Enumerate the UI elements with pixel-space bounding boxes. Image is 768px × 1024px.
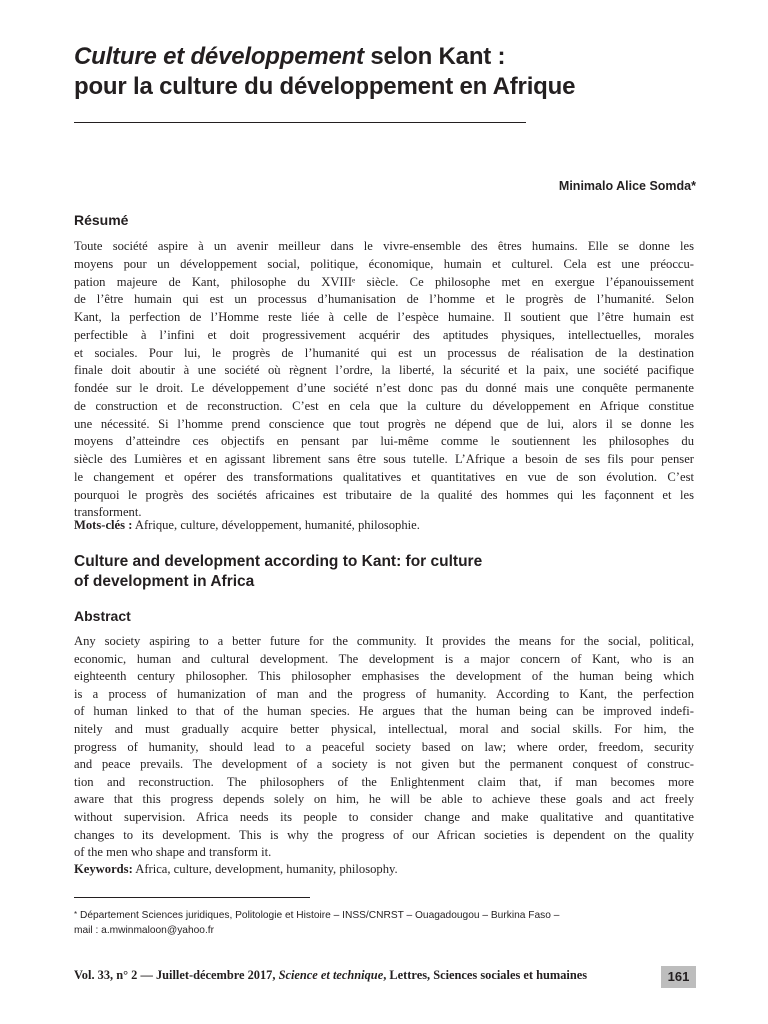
resume-line: fondée sur le droit. Le développement d’une société n’est donc pas du donné mais une conquête permanente [74,381,694,395]
title-rest: selon Kant : [363,43,506,70]
keywords-label: Keywords: [74,862,133,876]
footnote-affiliation: Département Sciences juridiques, Politologie et Histoire – INSS/CNRST – Ouagadougou – Burkina Faso – [77,910,560,921]
title-en-line-1: Culture and development according to Kant: for culture [74,553,483,570]
abstract-line: of human linked to that of the human species. He argues that the human being can be improved indefi- [74,704,694,719]
abstract-line: eighteenth century philosopher. This philosopher emphasises the development of the human being which [74,669,694,684]
resume-body [74,238,694,522]
resume-line: et sociales. Pour lui, le progrès de l’humanité qui est un processus de réalisation de la destination [74,345,694,360]
abstract-line: changes to its development. This is why the progress of our African societies is dependent on the quality [74,827,694,842]
abstract-heading: Abstract [74,608,131,624]
title-en-line-2: of development in Africa [74,573,255,590]
page-footer [74,968,587,983]
footnote [74,908,694,938]
article-title-en [74,552,694,592]
abstract-line: aware that this progress depends solely on him, he will be able to achieve these goals and act freely [74,792,694,807]
resume-line: Kant, la perfection de l’Homme reste liée à celle de l’espèce humaine. Il soutient que l’être humain est [74,310,694,324]
mots-cles [74,518,420,533]
resume-line: de construction et de reconstruction. C’est en cela que la culture du développement en Afrique constitue [74,398,694,413]
resume-line: Toute société aspire à un avenir meilleur dans le vivre-ensemble des êtres humains. Elle se donne les [74,239,694,253]
footnote-rule [74,897,310,898]
abstract-line: of the men who shape and transform it. [74,845,272,860]
resume-line: le changement et opérer des transformations qualitatives et quantitatives en vue de son évolution. C’est [74,469,694,484]
resume-line: transforment. [74,505,142,520]
title-line-1 [74,42,714,72]
article-title-fr [74,42,714,102]
mots-cles-label: Mots-clés : [74,518,133,532]
abstract-line: and peace prevails. The development of a society is not given but the permanent conquest of construc- [74,757,694,772]
resume-line: perfectible à l’infini et doit progressivement acquérir des aptitudes physiques, intellectuelles, morales [74,327,694,342]
resume-line: moyens d’atteindre ces objectifs en pensant par lui-même comme le soutiennent les philosophes du [74,434,694,449]
footer-journal: Science et technique [278,968,384,982]
abstract-line: Any society aspiring to a better future for the community. It provides the means for the social, political, [74,634,694,648]
keywords [74,862,398,877]
resume-line: moyens pour un développement social, politique, économique, humain et culturel. Cela est une préoccu- [74,256,694,271]
abstract-line: tion and reconstruction. The philosophers of the Enlightenment claim that, if man becomes more [74,774,694,789]
footer-volume: Vol. 33, n° 2 — Juillet-décembre 2017, [74,968,279,982]
page-number: 161 [661,966,696,988]
resume-heading: Résumé [74,212,129,228]
resume-line: finale doit aboutir à une société où règnent l’ordre, la liberté, la sécurité et la paix, une société pacifique [74,363,694,378]
resume-line: une nécessité. Si l’homme prend conscience que tout progrès ne dépend que de lui, alors il se donne les [74,416,694,431]
author-name: Minimalo Alice Somda* [558,179,696,193]
resume-line: pourquoi le progrès des sociétés africaines est tributaire de la qualité des hommes qui les façonnent et les [74,487,694,502]
title-rule [74,122,526,123]
footnote-email: mail : a.mwinmaloon@yahoo.fr [74,924,215,936]
resume-line: pation majeure de Kant, philosophe du XVIIIᵉ siècle. Ce philosophe met en exergue l’épanouissement [74,274,694,289]
footer-section: , Lettres, Sciences sociales et humaines [383,968,588,982]
title-line-2: pour la culture du développement en Afrique [74,73,576,100]
abstract-line: is a process of humanization of man and the progress of humanity. According to Kant, the perfection [74,686,694,701]
mots-cles-text: Afrique, culture, développement, humanité, philosophie. [132,518,420,532]
footnote-star: * [74,910,78,919]
resume-line: de l’être humain qui est un processus d’humanisation de l’homme et le progrès de l’humanité. Selon [74,292,694,307]
title-italic: Culture et développement [74,43,364,70]
abstract-line: progress of humanity, should lead to a peaceful society based on law; where order, freedom, security [74,739,694,754]
abstract-line: nitely and must gradually acquire better physical, intellectual, moral and social skills. For him, the [74,721,694,736]
abstract-line: economic, human and cultural development. The development is a major concern of Kant, who is an [74,651,694,666]
footnote-line-1 [74,908,694,924]
abstract-line: without supervision. Africa needs its people to consider change and make qualitative and quantitative [74,809,694,824]
resume-line: siècle des Lumières et en agissant librement sans être sous tutelle. L’Afrique a besoin de ses fils pour penser [74,452,694,466]
abstract-body [74,633,694,862]
keywords-text: Africa, culture, development, humanity, philosophy. [132,862,398,876]
